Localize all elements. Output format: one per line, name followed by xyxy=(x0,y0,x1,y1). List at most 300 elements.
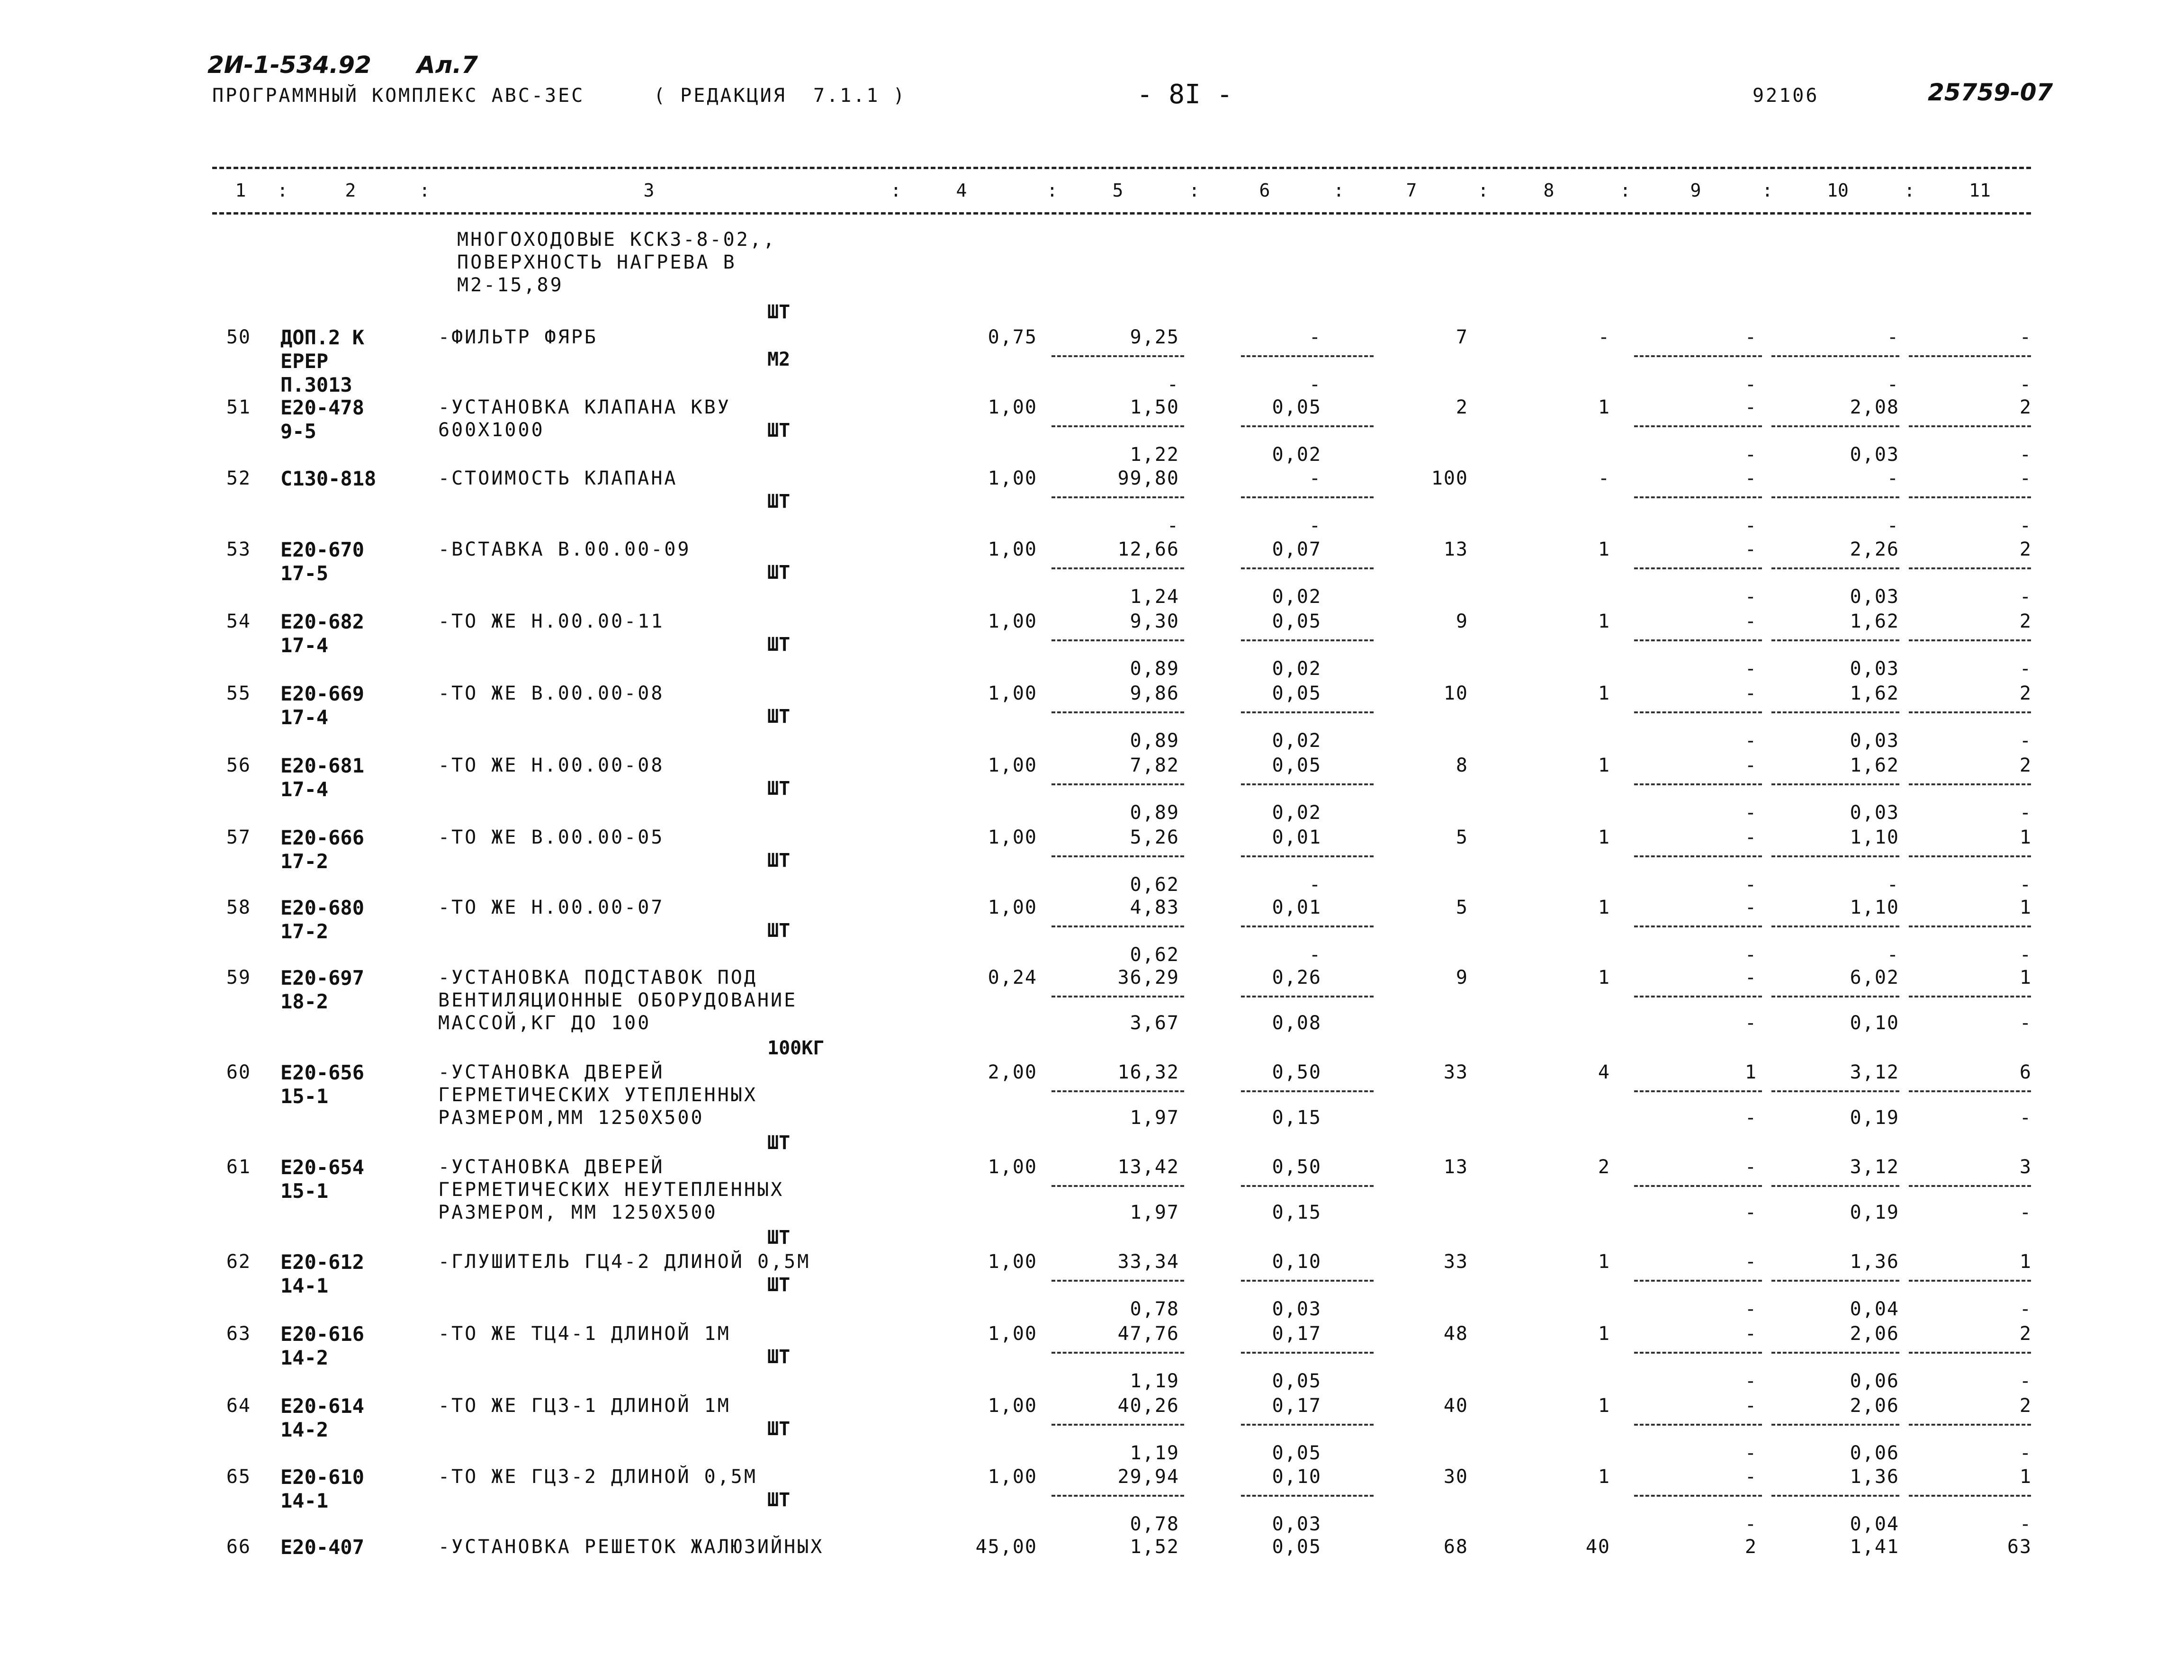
labor-cost-value: 1,62 xyxy=(1850,755,1899,776)
cell-divider xyxy=(1909,1424,2031,1426)
work-description: -ТО ЖЕ Н.00.00-11 xyxy=(438,611,665,632)
quantity-value: 1,00 xyxy=(988,1395,1037,1417)
unit-of-measure: ШТ xyxy=(767,850,791,871)
column-separator: : xyxy=(1478,180,1489,201)
resource-code: 14-2 xyxy=(280,1418,329,1441)
total-wages: 1 xyxy=(1598,1466,1610,1488)
cell-divider xyxy=(1771,425,1899,427)
machine-operation: - xyxy=(1744,539,1757,560)
cell-divider xyxy=(1634,1495,1762,1497)
labor-cost-machinist-total: - xyxy=(2019,944,2032,966)
cell-divider xyxy=(1909,1185,2031,1187)
machine-operation: - xyxy=(1744,683,1757,704)
total-cost: 48 xyxy=(1443,1323,1468,1345)
program-title: ПРОГРАММНЫЙ КОМПЛЕКС АВС-3ЕС xyxy=(212,85,585,107)
unit-cost-machine-wages: 3,67 xyxy=(1130,1012,1179,1034)
unit-cost-machine-wages-2: 0,02 xyxy=(1272,730,1321,752)
labor-cost-machinist: 0,03 xyxy=(1850,730,1899,752)
quantity-value: 0,24 xyxy=(988,967,1037,988)
unit-cost-machine-wages-2: - xyxy=(1309,515,1321,537)
unit-cost-wages: 0,01 xyxy=(1272,897,1321,918)
total-wages: 1 xyxy=(1598,539,1610,560)
row-number: 52 xyxy=(226,467,251,489)
cell-divider xyxy=(1909,1495,2031,1497)
machine-wages: - xyxy=(1744,515,1757,537)
column-separator: : xyxy=(1333,180,1344,201)
work-description: -ТО ЖЕ В.00.00-08 xyxy=(438,683,665,704)
total-cost: 7 xyxy=(1456,326,1468,348)
album-label: Ал.7 xyxy=(417,51,478,79)
cell-divider xyxy=(1634,1185,1762,1187)
unit-cost-machine-wages: 1,97 xyxy=(1130,1107,1179,1129)
unit-cost-machine-wages-2: 0,08 xyxy=(1272,1012,1321,1034)
cell-divider xyxy=(1241,711,1374,713)
resource-code: Е20-681 xyxy=(280,754,365,777)
resource-code: 15-1 xyxy=(280,1085,329,1108)
work-description: -ТО ЖЕ Н.00.00-08 xyxy=(438,755,665,776)
quantity-value: 1,00 xyxy=(988,1156,1037,1178)
labor-cost-total: 1 xyxy=(2019,897,2032,918)
machine-operation: - xyxy=(1744,467,1757,489)
machine-wages: - xyxy=(1744,1107,1757,1129)
cell-divider xyxy=(1241,496,1374,498)
total-wages: 4 xyxy=(1598,1061,1610,1083)
total-cost: 9 xyxy=(1456,611,1468,632)
labor-cost-machinist: - xyxy=(1887,944,1899,966)
work-description: -УСТАНОВКА ПОДСТАВОК ПОД xyxy=(438,967,757,988)
row-number: 65 xyxy=(226,1466,251,1488)
resource-code: Е20-670 xyxy=(280,538,365,561)
machine-wages: - xyxy=(1744,730,1757,752)
edition-label: ( РЕДАКЦИЯ 7.1.1 ) xyxy=(654,85,907,107)
row-number: 57 xyxy=(226,827,251,848)
labor-cost-total: 2 xyxy=(2019,755,2032,776)
row-number: 54 xyxy=(226,611,251,632)
unit-cost-total: 9,30 xyxy=(1130,611,1179,632)
unit-cost-machine-wages-2: 0,02 xyxy=(1272,586,1321,608)
machine-operation: - xyxy=(1744,827,1757,848)
column-separator: : xyxy=(1904,180,1915,201)
resource-code: 17-4 xyxy=(280,778,329,801)
machine-operation: - xyxy=(1744,897,1757,918)
cell-divider xyxy=(1241,639,1374,641)
cell-divider xyxy=(1634,1090,1762,1092)
resource-code: ДОП.2 К xyxy=(280,326,365,349)
labor-cost-total: 1 xyxy=(2019,967,2032,988)
total-wages: 1 xyxy=(1598,1251,1610,1273)
cell-divider xyxy=(1634,925,1762,927)
cell-divider xyxy=(1052,355,1184,357)
cell-divider xyxy=(1241,996,1374,997)
column-header-1: 1 xyxy=(235,180,246,201)
labor-cost-total: 2 xyxy=(2019,1323,2032,1345)
labor-cost-machinist: 0,04 xyxy=(1850,1298,1899,1320)
labor-cost-machinist-total: - xyxy=(2019,1012,2032,1034)
quantity-value: 1,00 xyxy=(988,467,1037,489)
total-wages: 1 xyxy=(1598,897,1610,918)
cell-divider xyxy=(1052,639,1184,641)
cell-divider xyxy=(1909,425,2031,427)
cell-divider xyxy=(1771,1424,1899,1426)
unit-cost-wages: 0,50 xyxy=(1272,1061,1321,1083)
cell-divider xyxy=(1909,355,2031,357)
resource-code: 17-2 xyxy=(280,920,329,943)
column-separator: : xyxy=(1620,180,1631,201)
quantity-value: 0,75 xyxy=(988,326,1037,348)
column-header-9: 9 xyxy=(1690,180,1701,201)
machine-operation: - xyxy=(1744,967,1757,988)
resource-code: Е20-407 xyxy=(280,1536,365,1559)
unit-cost-wages: 0,17 xyxy=(1272,1395,1321,1417)
row-number: 53 xyxy=(226,539,251,560)
work-description: -УСТАНОВКА ДВЕРЕЙ xyxy=(438,1156,665,1178)
unit-cost-machine-wages-2: 0,02 xyxy=(1272,658,1321,680)
unit-of-measure: ШТ xyxy=(767,1274,791,1296)
unit-cost-total: 13,42 xyxy=(1117,1156,1179,1178)
cell-divider xyxy=(1634,1424,1762,1426)
cell-divider xyxy=(1634,425,1762,427)
unit-cost-total: 4,83 xyxy=(1130,897,1179,918)
cell-divider xyxy=(1771,1280,1899,1282)
cell-divider xyxy=(1052,855,1184,857)
unit-cost-wages: 0,10 xyxy=(1272,1466,1321,1488)
unit-cost-machine-wages: 1,19 xyxy=(1130,1370,1179,1392)
unit-cost-total: 16,32 xyxy=(1117,1061,1179,1083)
labor-cost-total: 6 xyxy=(2019,1061,2032,1083)
labor-cost-value: 1,62 xyxy=(1850,683,1899,704)
machine-wages: - xyxy=(1744,658,1757,680)
cell-divider xyxy=(1241,1185,1374,1187)
total-cost: 9 xyxy=(1456,967,1468,988)
row-number: 58 xyxy=(226,897,251,918)
resource-code: Е20-654 xyxy=(280,1156,365,1179)
cell-divider xyxy=(1909,567,2031,569)
machine-wages: - xyxy=(1744,802,1757,824)
labor-cost-machinist: 0,10 xyxy=(1850,1012,1899,1034)
column-separator: : xyxy=(277,180,288,201)
machine-operation: - xyxy=(1744,1466,1757,1488)
labor-cost-machinist-total: - xyxy=(2019,1370,2032,1392)
cell-divider xyxy=(1771,1185,1899,1187)
row-number: 50 xyxy=(226,326,251,348)
total-cost: 33 xyxy=(1443,1061,1468,1083)
total-wages: 1 xyxy=(1598,755,1610,776)
work-description: ВЕНТИЛЯЦИОННЫЕ ОБОРУДОВАНИЕ xyxy=(438,989,798,1011)
unit-cost-total: 47,76 xyxy=(1117,1323,1179,1345)
cell-divider xyxy=(1241,567,1374,569)
total-wages: 1 xyxy=(1598,683,1610,704)
cell-divider xyxy=(1634,996,1762,997)
unit-cost-machine-wages: 0,89 xyxy=(1130,802,1179,824)
unit-cost-wages: 0,10 xyxy=(1272,1251,1321,1273)
unit-cost-wages: 0,01 xyxy=(1272,827,1321,848)
resource-code: Е20-680 xyxy=(280,896,365,919)
unit-of-measure: ШТ xyxy=(767,706,791,728)
work-description: 600Х1000 xyxy=(438,419,545,441)
labor-cost-value: 1,62 xyxy=(1850,611,1899,632)
cell-divider xyxy=(1052,496,1184,498)
total-wages: - xyxy=(1598,326,1610,348)
total-cost: 2 xyxy=(1456,396,1468,418)
cell-divider xyxy=(1771,355,1899,357)
quantity-value: 1,00 xyxy=(988,611,1037,632)
row-number: 60 xyxy=(226,1061,251,1083)
cell-divider xyxy=(1909,1280,2031,1282)
cell-divider xyxy=(1052,996,1184,997)
labor-cost-machinist: - xyxy=(1887,515,1899,537)
machine-operation: - xyxy=(1744,1156,1757,1178)
labor-cost-value: 3,12 xyxy=(1850,1156,1899,1178)
work-description: -УСТАНОВКА ДВЕРЕЙ xyxy=(438,1061,665,1083)
cell-divider xyxy=(1771,496,1899,498)
resource-code: Е20-478 xyxy=(280,396,365,419)
code-92106: 92106 xyxy=(1753,85,1819,107)
cell-divider xyxy=(1909,1090,2031,1092)
resource-code: 17-5 xyxy=(280,562,329,585)
cell-divider xyxy=(1909,496,2031,498)
total-wages: 1 xyxy=(1598,1395,1610,1417)
resource-code: П.3013 xyxy=(280,373,352,396)
unit-cost-machine-wages-2: 0,02 xyxy=(1272,444,1321,466)
column-header-10: 10 xyxy=(1827,180,1849,201)
cell-divider xyxy=(1052,1185,1184,1187)
machine-operation: 2 xyxy=(1744,1536,1757,1558)
quantity-value: 1,00 xyxy=(988,827,1037,848)
machine-wages: - xyxy=(1744,874,1757,896)
unit-cost-machine-wages-2: 0,05 xyxy=(1272,1370,1321,1392)
total-wages: 1 xyxy=(1598,611,1610,632)
total-cost: 10 xyxy=(1443,683,1468,704)
labor-cost-machinist: 0,06 xyxy=(1850,1370,1899,1392)
row-number: 62 xyxy=(226,1251,251,1273)
labor-cost-value: - xyxy=(1887,467,1899,489)
cell-divider xyxy=(1634,711,1762,713)
work-description: -ТО ЖЕ Н.00.00-07 xyxy=(438,897,665,918)
unit-cost-total: 29,94 xyxy=(1117,1466,1179,1488)
column-header-2: 2 xyxy=(345,180,356,201)
labor-cost-value: 2,06 xyxy=(1850,1323,1899,1345)
cell-divider xyxy=(1771,996,1899,997)
labor-cost-machinist-total: - xyxy=(2019,730,2032,752)
work-description: -ТО ЖЕ ГЦ3-1 ДЛИНОЙ 1М xyxy=(438,1395,731,1417)
total-cost: 5 xyxy=(1456,897,1468,918)
cell-divider xyxy=(1634,639,1762,641)
cell-divider xyxy=(1052,1280,1184,1282)
unit-of-measure: ШТ xyxy=(767,778,791,800)
header-rule-top xyxy=(212,167,2031,169)
cell-divider xyxy=(1909,783,2031,785)
work-description: -ТО ЖЕ ТЦ4-1 ДЛИНОЙ 1М xyxy=(438,1323,731,1345)
labor-cost-value: 3,12 xyxy=(1850,1061,1899,1083)
labor-cost-total: 1 xyxy=(2019,1466,2032,1488)
unit-cost-total: 9,25 xyxy=(1130,326,1179,348)
labor-cost-value: 1,36 xyxy=(1850,1466,1899,1488)
unit-cost-wages: 0,07 xyxy=(1272,539,1321,560)
resource-code: 14-2 xyxy=(280,1346,329,1369)
unit-cost-machine-wages-2: - xyxy=(1309,944,1321,966)
unit-cost-machine-wages: 1,22 xyxy=(1130,444,1179,466)
row-number: 55 xyxy=(226,683,251,704)
cell-divider xyxy=(1241,1280,1374,1282)
column-header-6: 6 xyxy=(1259,180,1270,201)
total-cost: 30 xyxy=(1443,1466,1468,1488)
unit-cost-wages: 0,05 xyxy=(1272,396,1321,418)
work-description: -УСТАНОВКА КЛАПАНА КВУ xyxy=(438,396,731,418)
labor-cost-value: 1,10 xyxy=(1850,897,1899,918)
machine-wages: - xyxy=(1744,1513,1757,1535)
total-cost: 13 xyxy=(1443,1156,1468,1178)
cell-divider xyxy=(1634,355,1762,357)
column-header-3: 3 xyxy=(643,180,655,201)
intro-line-1: МНОГОХОДОВЫЕ КСК3-8-02,, xyxy=(457,229,776,251)
work-description: -ФИЛЬТР ФЯРБ xyxy=(438,326,598,348)
machine-wages: - xyxy=(1744,1298,1757,1320)
resource-code: 15-1 xyxy=(280,1179,329,1203)
unit-cost-total: 33,34 xyxy=(1117,1251,1179,1273)
work-description: -СТОИМОСТЬ КЛАПАНА xyxy=(438,467,678,489)
cell-divider xyxy=(1771,1495,1899,1497)
labor-cost-machinist-total: - xyxy=(2019,874,2032,896)
machine-operation: - xyxy=(1744,396,1757,418)
total-wages: - xyxy=(1598,467,1610,489)
work-description: РАЗМЕРОМ,ММ 1250Х500 xyxy=(438,1107,704,1129)
machine-wages: - xyxy=(1744,1012,1757,1034)
resource-code: 17-4 xyxy=(280,634,329,657)
column-separator: : xyxy=(419,180,430,201)
work-description: -ВСТАВКА В.00.00-09 xyxy=(438,539,691,560)
labor-cost-machinist-total: - xyxy=(2019,1513,2032,1535)
total-cost: 100 xyxy=(1431,467,1468,489)
cell-divider xyxy=(1909,925,2031,927)
unit-cost-machine-wages-2: 0,15 xyxy=(1272,1107,1321,1129)
cell-divider xyxy=(1241,355,1374,357)
cell-divider xyxy=(1241,1424,1374,1426)
unit-cost-machine-wages: - xyxy=(1167,374,1179,395)
labor-cost-machinist-total: - xyxy=(2019,444,2032,466)
labor-cost-value: 1,10 xyxy=(1850,827,1899,848)
quantity-value: 1,00 xyxy=(988,897,1037,918)
unit-cost-machine-wages-2: - xyxy=(1309,874,1321,896)
labor-cost-machinist: 0,03 xyxy=(1850,658,1899,680)
row-number: 51 xyxy=(226,396,251,418)
total-wages: 1 xyxy=(1598,827,1610,848)
labor-cost-total: - xyxy=(2019,326,2032,348)
labor-cost-total: 2 xyxy=(2019,1395,2032,1417)
cell-divider xyxy=(1909,855,2031,857)
labor-cost-machinist: 0,19 xyxy=(1850,1107,1899,1129)
resource-code: 17-4 xyxy=(280,706,329,729)
labor-cost-machinist-total: - xyxy=(2019,1107,2032,1129)
labor-cost-machinist: 0,03 xyxy=(1850,444,1899,466)
unit-cost-machine-wages: 0,62 xyxy=(1130,944,1179,966)
resource-code: Е20-610 xyxy=(280,1465,365,1489)
cell-divider xyxy=(1241,1090,1374,1092)
cell-divider xyxy=(1241,425,1374,427)
cell-divider xyxy=(1634,496,1762,498)
labor-cost-total: 63 xyxy=(2007,1536,2032,1558)
labor-cost-machinist-total: - xyxy=(2019,802,2032,824)
machine-operation: - xyxy=(1744,1395,1757,1417)
labor-cost-machinist: 0,19 xyxy=(1850,1202,1899,1223)
unit-cost-wages: 0,05 xyxy=(1272,755,1321,776)
cell-divider xyxy=(1052,711,1184,713)
unit-cost-total: 1,50 xyxy=(1130,396,1179,418)
total-wages: 1 xyxy=(1598,1323,1610,1345)
cell-divider xyxy=(1241,855,1374,857)
labor-cost-machinist-total: - xyxy=(2019,658,2032,680)
cell-divider xyxy=(1241,1495,1374,1497)
row-number: 61 xyxy=(226,1156,251,1178)
unit-cost-total: 7,82 xyxy=(1130,755,1179,776)
quantity-value: 1,00 xyxy=(988,1251,1037,1273)
work-description: МАССОЙ,КГ ДО 100 xyxy=(438,1012,651,1034)
page-number: - 8I - xyxy=(1137,79,1233,110)
column-header-8: 8 xyxy=(1543,180,1555,201)
machine-wages: - xyxy=(1744,944,1757,966)
resource-code: Е20-666 xyxy=(280,826,365,849)
intro-unit: ШТ xyxy=(767,301,791,323)
unit-cost-total: 5,26 xyxy=(1130,827,1179,848)
labor-cost-total: 2 xyxy=(2019,396,2032,418)
cell-divider xyxy=(1771,711,1899,713)
quantity-value: 2,00 xyxy=(988,1061,1037,1083)
cell-divider xyxy=(1771,639,1899,641)
cell-divider xyxy=(1634,855,1762,857)
labor-cost-machinist-total: - xyxy=(2019,586,2032,608)
labor-cost-machinist: 0,03 xyxy=(1850,586,1899,608)
total-cost: 33 xyxy=(1443,1251,1468,1273)
machine-operation: 1 xyxy=(1744,1061,1757,1083)
work-description: -УСТАНОВКА РЕШЕТОК ЖАЛЮЗИЙНЫХ xyxy=(438,1536,824,1558)
row-number: 56 xyxy=(226,755,251,776)
column-header-7: 7 xyxy=(1406,180,1417,201)
machine-operation: - xyxy=(1744,755,1757,776)
unit-cost-wages: 0,17 xyxy=(1272,1323,1321,1345)
quantity-value: 1,00 xyxy=(988,539,1037,560)
resource-code: Е20-656 xyxy=(280,1061,365,1084)
cell-divider xyxy=(1052,1495,1184,1497)
unit-cost-machine-wages: 1,97 xyxy=(1130,1202,1179,1223)
unit-cost-machine-wages: 0,89 xyxy=(1130,730,1179,752)
cell-divider xyxy=(1634,567,1762,569)
total-wages: 1 xyxy=(1598,396,1610,418)
unit-cost-machine-wages: 1,24 xyxy=(1130,586,1179,608)
resource-code: 18-2 xyxy=(280,990,329,1013)
unit-cost-total: 99,80 xyxy=(1117,467,1179,489)
unit-cost-wages: - xyxy=(1309,326,1321,348)
cell-divider xyxy=(1909,996,2031,997)
unit-cost-total: 40,26 xyxy=(1117,1395,1179,1417)
unit-of-measure: ШТ xyxy=(767,491,791,512)
header-rule-bottom xyxy=(212,212,2031,215)
cell-divider xyxy=(1909,639,2031,641)
resource-code: ЕРЕР xyxy=(280,350,329,373)
labor-cost-machinist-total: - xyxy=(2019,1442,2032,1464)
quantity-value: 45,00 xyxy=(975,1536,1037,1558)
unit-of-measure: ШТ xyxy=(767,1489,791,1511)
quantity-value: 1,00 xyxy=(988,1466,1037,1488)
column-separator: : xyxy=(1047,180,1058,201)
labor-cost-value: 1,41 xyxy=(1850,1536,1899,1558)
labor-cost-value: 2,06 xyxy=(1850,1395,1899,1417)
unit-cost-wages: 0,05 xyxy=(1272,1536,1321,1558)
quantity-value: 1,00 xyxy=(988,1323,1037,1345)
row-number: 63 xyxy=(226,1323,251,1345)
row-number: 64 xyxy=(226,1395,251,1417)
unit-cost-machine-wages: 0,62 xyxy=(1130,874,1179,896)
machine-wages: - xyxy=(1744,1442,1757,1464)
cell-divider xyxy=(1909,711,2031,713)
